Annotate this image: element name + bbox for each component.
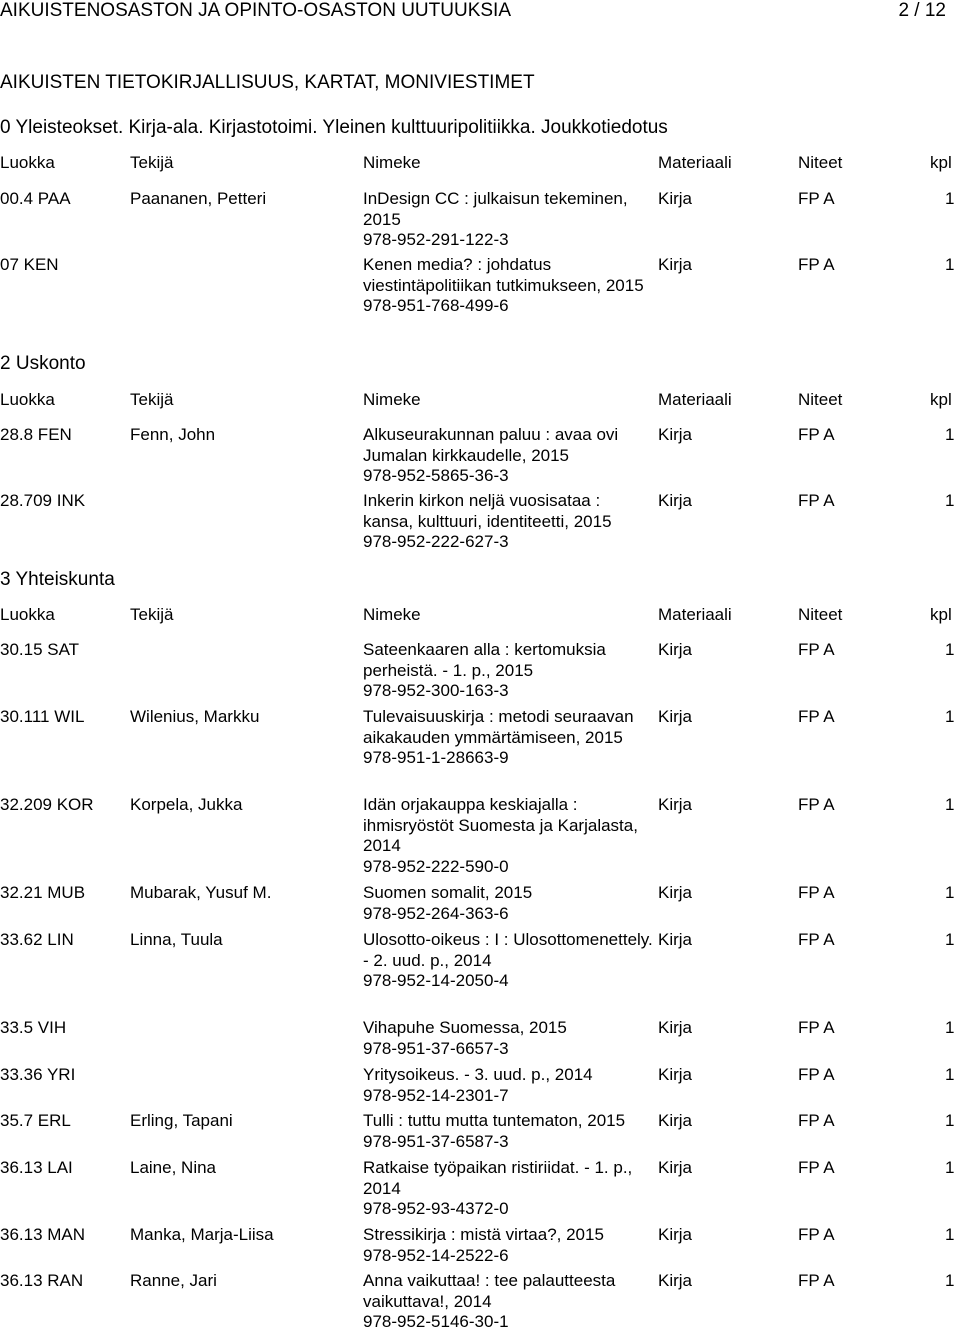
row-class: 32.21 MUB	[0, 883, 86, 902]
column-header-author: Tekijä	[130, 390, 174, 409]
row-qty: 1	[945, 640, 955, 659]
row-qty: 1	[945, 930, 955, 949]
row-isbn: 978-952-264-363-6	[363, 903, 509, 923]
column-header-location: Niteet	[798, 605, 843, 624]
row-class: 33.36 YRI	[0, 1065, 76, 1084]
row-material: Kirja	[658, 1158, 693, 1177]
row-class: 36.13 RAN	[0, 1271, 84, 1290]
row-title-block	[363, 707, 653, 769]
column-header-class: Luokka	[0, 153, 55, 172]
column-header-title: Nimeke	[363, 605, 421, 624]
column-header-material: Materiaali	[658, 153, 732, 172]
row-material: Kirja	[658, 1225, 693, 1244]
row-location: FP A	[798, 930, 835, 949]
column-header-location: Niteet	[798, 390, 843, 409]
row-material: Kirja	[658, 1271, 693, 1290]
row-isbn: 978-952-222-590-0	[363, 856, 509, 876]
row-isbn: 978-952-5146-30-1	[363, 1312, 509, 1331]
row-class: 32.209 KOR	[0, 795, 94, 814]
category-heading: AIKUISTEN TIETOKIRJALLISUUS, KARTAT, MONIVIESTIMET	[0, 72, 535, 93]
row-title: Alkuseurakunnan paluu : avaa ovi Jumalan kirkkaudelle, 2015	[363, 425, 619, 465]
row-title-block	[363, 1271, 653, 1333]
row-author: Wilenius, Markku	[130, 707, 260, 726]
column-header-title: Nimeke	[363, 390, 421, 409]
column-header-author: Tekijä	[130, 605, 174, 624]
page-header	[0, 0, 960, 22]
row-class: 00.4 PAA	[0, 189, 71, 208]
row-title-block	[363, 1225, 653, 1266]
column-header-author: Tekijä	[130, 153, 174, 172]
row-isbn: 978-952-5865-36-3	[363, 466, 509, 485]
row-title: Kenen media? : johdatus viestintäpolitiikan tutkimukseen, 2015	[363, 255, 644, 295]
row-material: Kirja	[658, 189, 693, 208]
row-qty: 1	[945, 425, 955, 444]
row-title-block	[363, 255, 653, 317]
row-title-block	[363, 930, 653, 992]
row-location: FP A	[798, 1271, 835, 1290]
row-title: Tulevaisuuskirja : metodi seuraavan aikakauden ymmärtämiseen, 2015	[363, 707, 634, 747]
row-author: Linna, Tuula	[130, 930, 223, 949]
section-heading: 0 Yleisteokset. Kirja-ala. Kirjastotoimi. Yleinen kulttuuripolitiikka. Joukkotiedotus	[0, 117, 668, 138]
row-author: Paananen, Petteri	[130, 189, 267, 208]
row-title: Inkerin kirkon neljä vuosisataa : kansa, kulttuuri, identiteetti, 2015	[363, 491, 612, 531]
column-header-qty: kpl	[930, 605, 952, 624]
row-qty: 1	[945, 1065, 955, 1084]
row-qty: 1	[945, 255, 955, 274]
row-material: Kirja	[658, 1065, 693, 1084]
row-qty: 1	[945, 795, 955, 814]
row-title: Idän orjakauppa keskiajalla : ihmisryöstöt Suomesta ja Karjalasta, 2014	[363, 795, 638, 855]
row-isbn: 978-952-291-122-3	[363, 230, 509, 249]
row-location: FP A	[798, 1225, 835, 1244]
row-material: Kirja	[658, 930, 693, 949]
column-header-location: Niteet	[798, 153, 843, 172]
row-author: Korpela, Jukka	[130, 795, 243, 814]
row-title-block	[363, 1065, 653, 1106]
row-author: Erling, Tapani	[130, 1111, 233, 1130]
row-title-block	[363, 1018, 653, 1059]
row-title: Ulosotto-oikeus : I : Ulosottomenettely. - 2. uud. p., 2014	[363, 930, 653, 970]
row-title: InDesign CC : julkaisun tekeminen, 2015	[363, 189, 628, 229]
column-header-material: Materiaali	[658, 605, 732, 624]
row-class: 30.111 WIL	[0, 707, 85, 726]
row-title-block	[363, 1158, 653, 1220]
row-title-block	[363, 883, 653, 924]
row-location: FP A	[798, 1111, 835, 1130]
row-isbn: 978-952-14-2522-6	[363, 1245, 509, 1265]
row-author: Fenn, John	[130, 425, 216, 444]
row-location: FP A	[798, 255, 835, 274]
row-location: FP A	[798, 795, 835, 814]
row-isbn: 978-951-1-28663-9	[363, 748, 509, 767]
row-title-block	[363, 795, 653, 877]
row-isbn: 978-952-300-163-3	[363, 681, 509, 700]
row-class: 30.15 SAT	[0, 640, 80, 659]
section-heading: 3 Yhteiskunta	[0, 569, 115, 590]
row-title: Stressikirja : mistä virtaa?, 2015	[363, 1225, 604, 1244]
row-material: Kirja	[658, 1111, 693, 1130]
row-location: FP A	[798, 491, 835, 510]
section-heading: 2 Uskonto	[0, 353, 86, 374]
row-qty: 1	[945, 707, 955, 726]
row-location: FP A	[798, 1158, 835, 1177]
row-title-block	[363, 425, 653, 487]
row-title: Tulli : tuttu mutta tuntematon, 2015	[363, 1111, 626, 1130]
row-title-block	[363, 491, 653, 553]
row-class: 28.8 FEN	[0, 425, 72, 444]
row-qty: 1	[945, 1271, 955, 1290]
row-title-block	[363, 1111, 653, 1152]
column-header-title: Nimeke	[363, 153, 421, 172]
row-location: FP A	[798, 425, 835, 444]
row-title-block	[363, 189, 653, 251]
page-title: AIKUISTENOSASTON JA OPINTO-OSASTON UUTUUKSIA	[0, 0, 511, 21]
row-class: 28.709 INK	[0, 491, 86, 510]
row-isbn: 978-952-14-2301-7	[363, 1085, 509, 1105]
row-location: FP A	[798, 1018, 835, 1037]
row-class: 36.13 LAI	[0, 1158, 73, 1177]
page-number: 2 / 12	[898, 0, 946, 21]
row-isbn: 978-951-37-6657-3	[363, 1038, 509, 1058]
row-author: Laine, Nina	[130, 1158, 217, 1177]
row-material: Kirja	[658, 795, 693, 814]
row-isbn: 978-952-222-627-3	[363, 532, 509, 551]
row-location: FP A	[798, 1065, 835, 1084]
row-material: Kirja	[658, 707, 693, 726]
row-class: 36.13 MAN	[0, 1225, 86, 1244]
column-header-qty: kpl	[930, 390, 952, 409]
row-material: Kirja	[658, 255, 693, 274]
row-title-block	[363, 640, 653, 702]
row-location: FP A	[798, 640, 835, 659]
row-title: Anna vaikuttaa! : tee palautteesta vaikuttava!, 2014	[363, 1271, 616, 1311]
row-title: Sateenkaaren alla : kertomuksia perheistä. - 1. p., 2015	[363, 640, 606, 680]
row-title: Yritysoikeus. - 3. uud. p., 2014	[363, 1065, 593, 1084]
row-title: Suomen somalit, 2015	[363, 883, 533, 902]
row-material: Kirja	[658, 491, 693, 510]
column-header-qty: kpl	[930, 153, 952, 172]
row-isbn: 978-952-93-4372-0	[363, 1199, 509, 1218]
row-qty: 1	[945, 189, 955, 208]
row-qty: 1	[945, 1158, 955, 1177]
row-class: 07 KEN	[0, 255, 59, 274]
row-qty: 1	[945, 1111, 955, 1130]
column-header-material: Materiaali	[658, 390, 732, 409]
row-qty: 1	[945, 1225, 955, 1244]
row-material: Kirja	[658, 883, 693, 902]
column-header-class: Luokka	[0, 605, 55, 624]
row-title: Vihapuhe Suomessa, 2015	[363, 1018, 567, 1037]
row-isbn: 978-951-37-6587-3	[363, 1131, 509, 1151]
row-author: Mubarak, Yusuf M.	[130, 883, 272, 902]
row-title: Ratkaise työpaikan ristiriidat. - 1. p., 2014	[363, 1158, 633, 1198]
column-header-class: Luokka	[0, 390, 55, 409]
row-qty: 1	[945, 883, 955, 902]
row-qty: 1	[945, 491, 955, 510]
row-author: Ranne, Jari	[130, 1271, 217, 1290]
row-class: 35.7 ERL	[0, 1111, 71, 1130]
row-class: 33.5 VIH	[0, 1018, 67, 1037]
row-author: Manka, Marja-Liisa	[130, 1225, 274, 1244]
row-location: FP A	[798, 883, 835, 902]
row-material: Kirja	[658, 640, 693, 659]
row-location: FP A	[798, 707, 835, 726]
row-qty: 1	[945, 1018, 955, 1037]
row-material: Kirja	[658, 425, 693, 444]
row-material: Kirja	[658, 1018, 693, 1037]
row-class: 33.62 LIN	[0, 930, 74, 949]
row-isbn: 978-951-768-499-6	[363, 296, 509, 315]
row-isbn: 978-952-14-2050-4	[363, 971, 509, 990]
row-location: FP A	[798, 189, 835, 208]
